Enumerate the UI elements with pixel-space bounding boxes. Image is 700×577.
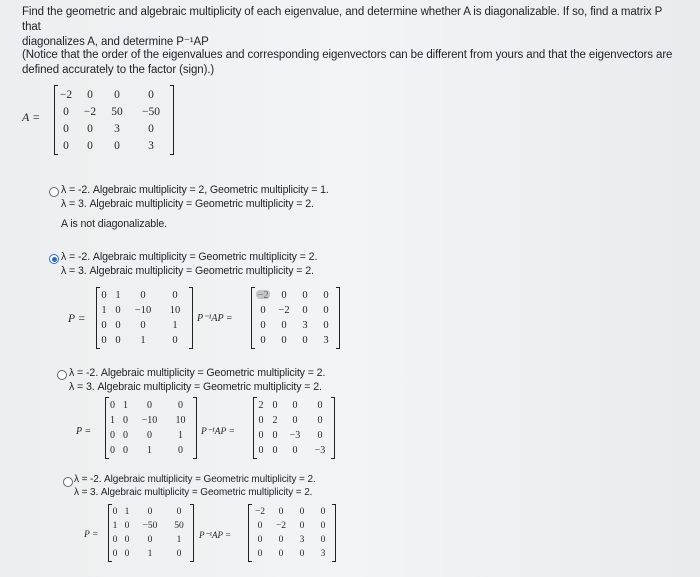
matrix-entry: 0 [112, 535, 118, 545]
matrix-entry: 0 [260, 335, 266, 346]
matrix-entry: 0 [292, 400, 298, 411]
matrix-entry: 0 [272, 445, 278, 456]
matrix-row [106, 413, 194, 428]
matrix-entry: 0 [115, 320, 121, 331]
option-3-p-label: P = [76, 426, 92, 437]
option-3-line-1: λ = -2. Algebraic multiplicity = Geometric multiplicity = 2. [69, 367, 326, 379]
matrix-row [252, 303, 336, 318]
matrix-entry: 2 [258, 400, 264, 411]
matrix-entry: 0 [292, 445, 298, 456]
matrix-entry: 1 [147, 549, 153, 559]
option-2-line-1: λ = -2. Algebraic multiplicity = Geometric multiplicity = 2. [61, 251, 318, 263]
matrix-entry: 3 [114, 122, 120, 135]
matrix-entry: 0 [110, 430, 115, 441]
matrix-row [252, 333, 336, 348]
matrix-entry: −2 [254, 507, 266, 517]
option-4-line-1: λ = -2. Algebraic multiplicity = Geometric multiplicity = 2. [74, 474, 316, 485]
matrix-row [109, 505, 191, 519]
matrix-entry: 0 [257, 521, 263, 531]
option-2-p-label: P = [68, 313, 86, 325]
matrix-row [252, 318, 336, 333]
matrix-row [106, 398, 194, 413]
matrix-entry: 1 [176, 535, 182, 545]
matrix-entry: 0 [299, 549, 305, 559]
matrix-a [54, 86, 174, 154]
matrix-row [97, 303, 189, 318]
matrix-entry: 0 [176, 549, 182, 559]
matrix-entry: 2 [272, 415, 278, 426]
matrix-entry: 0 [115, 335, 121, 346]
matrix-entry: 0 [317, 400, 323, 411]
matrix-entry: 0 [114, 139, 120, 152]
matrix-entry: 0 [176, 507, 182, 517]
matrix-entry: 0 [299, 521, 305, 531]
matrix-entry: 0 [323, 320, 329, 331]
matrix-entry: 0 [110, 445, 115, 456]
matrix-entry: 10 [175, 415, 186, 426]
option-3-radio[interactable] [57, 370, 67, 380]
matrix-grid [254, 398, 332, 458]
note-line-2: defined accurately to the factor (sign).) [22, 64, 215, 76]
matrix-entry: 0 [101, 290, 107, 301]
matrix-entry: 50 [174, 521, 184, 531]
matrix-entry: 0 [123, 445, 128, 456]
option-1-line-2: λ = 3. Algebraic multiplicity = Geometric multiplicity = 2. [61, 198, 314, 210]
matrix-entry: 0 [178, 445, 183, 456]
matrix-grid [106, 398, 194, 458]
matrix-entry: 0 [147, 430, 152, 441]
option-2-radio[interactable] [49, 254, 59, 264]
matrix-entry: 0 [172, 335, 178, 346]
matrix-grid [249, 505, 333, 561]
matrix-entry: 0 [272, 400, 278, 411]
matrix-grid [55, 86, 171, 154]
matrix-entry: 1 [124, 507, 130, 517]
option-3-line-2: λ = 3. Algebraic multiplicity = Geometric multiplicity = 2. [69, 381, 322, 393]
matrix-entry: −2 [278, 305, 290, 316]
matrix-entry: 3 [323, 335, 329, 346]
matrix-entry: 0 [302, 290, 308, 301]
matrix-row [249, 505, 333, 519]
matrix-row [254, 443, 332, 458]
matrix-entry: 0 [140, 320, 146, 331]
matrix-entry: −2 [83, 105, 97, 118]
matrix-entry: 0 [323, 305, 329, 316]
option-4-radio[interactable] [63, 477, 73, 487]
matrix-entry: 0 [281, 320, 287, 331]
option-4-p-matrix [108, 505, 194, 561]
matrix-entry: 3 [302, 320, 308, 331]
matrix-entry: 0 [124, 535, 130, 545]
matrix-entry: 0 [147, 535, 153, 545]
option-2-line-2: λ = 3. Algebraic multiplicity = Geometric multiplicity = 2. [61, 265, 314, 277]
matrix-row [254, 398, 332, 413]
option-4-d-matrix [248, 505, 336, 561]
matrix-entry: 1 [178, 430, 183, 441]
matrix-entry: 3 [320, 549, 326, 559]
matrix-entry: 0 [63, 105, 69, 118]
matrix-entry: 0 [258, 415, 264, 426]
option-3-d-label: P⁻¹AP = [201, 427, 235, 437]
option-1-line-1: λ = -2. Algebraic multiplicity = 2, Geometric multiplicity = 1. [61, 184, 329, 196]
question-note [22, 48, 682, 78]
option-4-p-label: P = [84, 530, 99, 540]
matrix-entry: 0 [112, 549, 118, 559]
matrix-row [106, 428, 194, 443]
matrix-row [249, 519, 333, 533]
matrix-entry: −2 [59, 88, 73, 101]
matrix-entry: 0 [87, 139, 93, 152]
matrix-entry: 0 [317, 415, 323, 426]
option-2-p-matrix [96, 288, 193, 348]
matrix-entry: 3 [299, 535, 305, 545]
matrix-entry: 0 [302, 305, 308, 316]
matrix-row [109, 519, 191, 533]
matrix-entry: 1 [115, 290, 121, 301]
glare-smudge [256, 290, 270, 299]
matrix-row [249, 547, 333, 561]
matrix-entry: −50 [142, 521, 158, 531]
matrix-entry: 0 [101, 320, 107, 331]
matrix-a-label: A = [22, 110, 41, 124]
matrix-entry: 1 [147, 445, 152, 456]
matrix-entry: 0 [140, 290, 146, 301]
matrix-entry: 1 [110, 415, 115, 426]
matrix-row [97, 318, 189, 333]
matrix-entry: 0 [260, 305, 266, 316]
matrix-entry: 0 [281, 335, 287, 346]
matrix-entry: 0 [281, 290, 287, 301]
question-line-2: diagonalizes A, and determine P⁻¹AP [22, 36, 209, 48]
matrix-entry: 0 [124, 521, 130, 531]
matrix-entry: 0 [258, 430, 264, 441]
matrix-row [55, 137, 171, 154]
matrix-entry: 0 [257, 535, 263, 545]
option-3-d-matrix [253, 398, 335, 458]
option-2-d-label: P⁻¹AP = [197, 313, 233, 324]
matrix-entry: 50 [111, 105, 123, 118]
matrix-entry: 1 [101, 305, 107, 316]
matrix-entry: 0 [278, 507, 284, 517]
matrix-entry: 0 [302, 335, 308, 346]
matrix-entry: 0 [258, 445, 264, 456]
matrix-row [106, 443, 194, 458]
matrix-entry: 0 [320, 535, 326, 545]
matrix-entry: 1 [112, 521, 118, 531]
matrix-grid [109, 505, 191, 561]
matrix-entry: 0 [101, 335, 107, 346]
matrix-entry: −10 [141, 415, 158, 426]
option-4-d-label: P⁻¹AP = [199, 530, 232, 540]
matrix-entry: 0 [178, 400, 183, 411]
matrix-entry: −3 [314, 445, 326, 456]
matrix-entry: 0 [147, 507, 153, 517]
matrix-entry: 3 [148, 139, 154, 152]
matrix-entry: 1 [172, 320, 178, 331]
option-1-radio[interactable] [49, 187, 59, 197]
matrix-row [97, 288, 189, 303]
matrix-row [254, 428, 332, 443]
matrix-entry: 0 [123, 415, 128, 426]
matrix-entry: −10 [134, 305, 152, 316]
matrix-row [55, 120, 171, 137]
question-line-1: Find the geometric and algebraic multiplicity of each eigenvalue, and determine whether A is diagonalizable. If so, find a matrix P that [22, 6, 663, 33]
matrix-entry: 0 [63, 139, 69, 152]
matrix-entry: 0 [115, 305, 121, 316]
matrix-entry: 0 [272, 430, 278, 441]
matrix-entry: 0 [292, 415, 298, 426]
matrix-entry: 0 [147, 400, 152, 411]
note-line-1: (Notice that the order of the eigenvalues and corresponding eigenvectors can be different from yours and that the eigenvectors are [22, 49, 673, 61]
matrix-entry: 0 [148, 122, 154, 135]
matrix-entry: 1 [123, 400, 128, 411]
matrix-row [109, 547, 191, 561]
matrix-row [254, 413, 332, 428]
matrix-entry: 0 [278, 549, 284, 559]
matrix-entry: 10 [169, 305, 181, 316]
matrix-entry: 0 [148, 88, 154, 101]
matrix-entry: 1 [140, 335, 146, 346]
matrix-entry: 0 [87, 88, 93, 101]
matrix-entry: 0 [317, 430, 323, 441]
matrix-row [97, 333, 189, 348]
matrix-entry: 0 [320, 521, 326, 531]
matrix-entry: −50 [142, 105, 160, 118]
matrix-entry: 0 [299, 507, 305, 517]
option-1-verdict: A is not diagonalizable. [61, 218, 167, 230]
matrix-entry: 0 [320, 507, 326, 517]
matrix-row [55, 103, 171, 120]
matrix-entry: 0 [114, 88, 120, 101]
matrix-entry: −2 [275, 521, 287, 531]
matrix-entry: 0 [124, 549, 130, 559]
matrix-entry: 0 [323, 290, 329, 301]
matrix-entry: −3 [289, 430, 301, 441]
matrix-row [109, 533, 191, 547]
matrix-grid [97, 288, 189, 348]
matrix-entry: 0 [123, 430, 128, 441]
matrix-row [249, 533, 333, 547]
matrix-entry: 0 [260, 320, 266, 331]
matrix-entry: 0 [63, 122, 69, 135]
matrix-row [55, 86, 171, 103]
matrix-entry: 0 [257, 549, 263, 559]
matrix-entry: 0 [112, 507, 118, 517]
question-text [22, 5, 682, 50]
matrix-entry: 0 [110, 400, 115, 411]
option-4-line-2: λ = 3. Algebraic multiplicity = Geometric multiplicity = 2. [74, 487, 313, 498]
matrix-entry: 0 [278, 535, 284, 545]
matrix-entry: 0 [172, 290, 178, 301]
matrix-entry: 0 [87, 122, 93, 135]
option-3-p-matrix [105, 398, 197, 458]
